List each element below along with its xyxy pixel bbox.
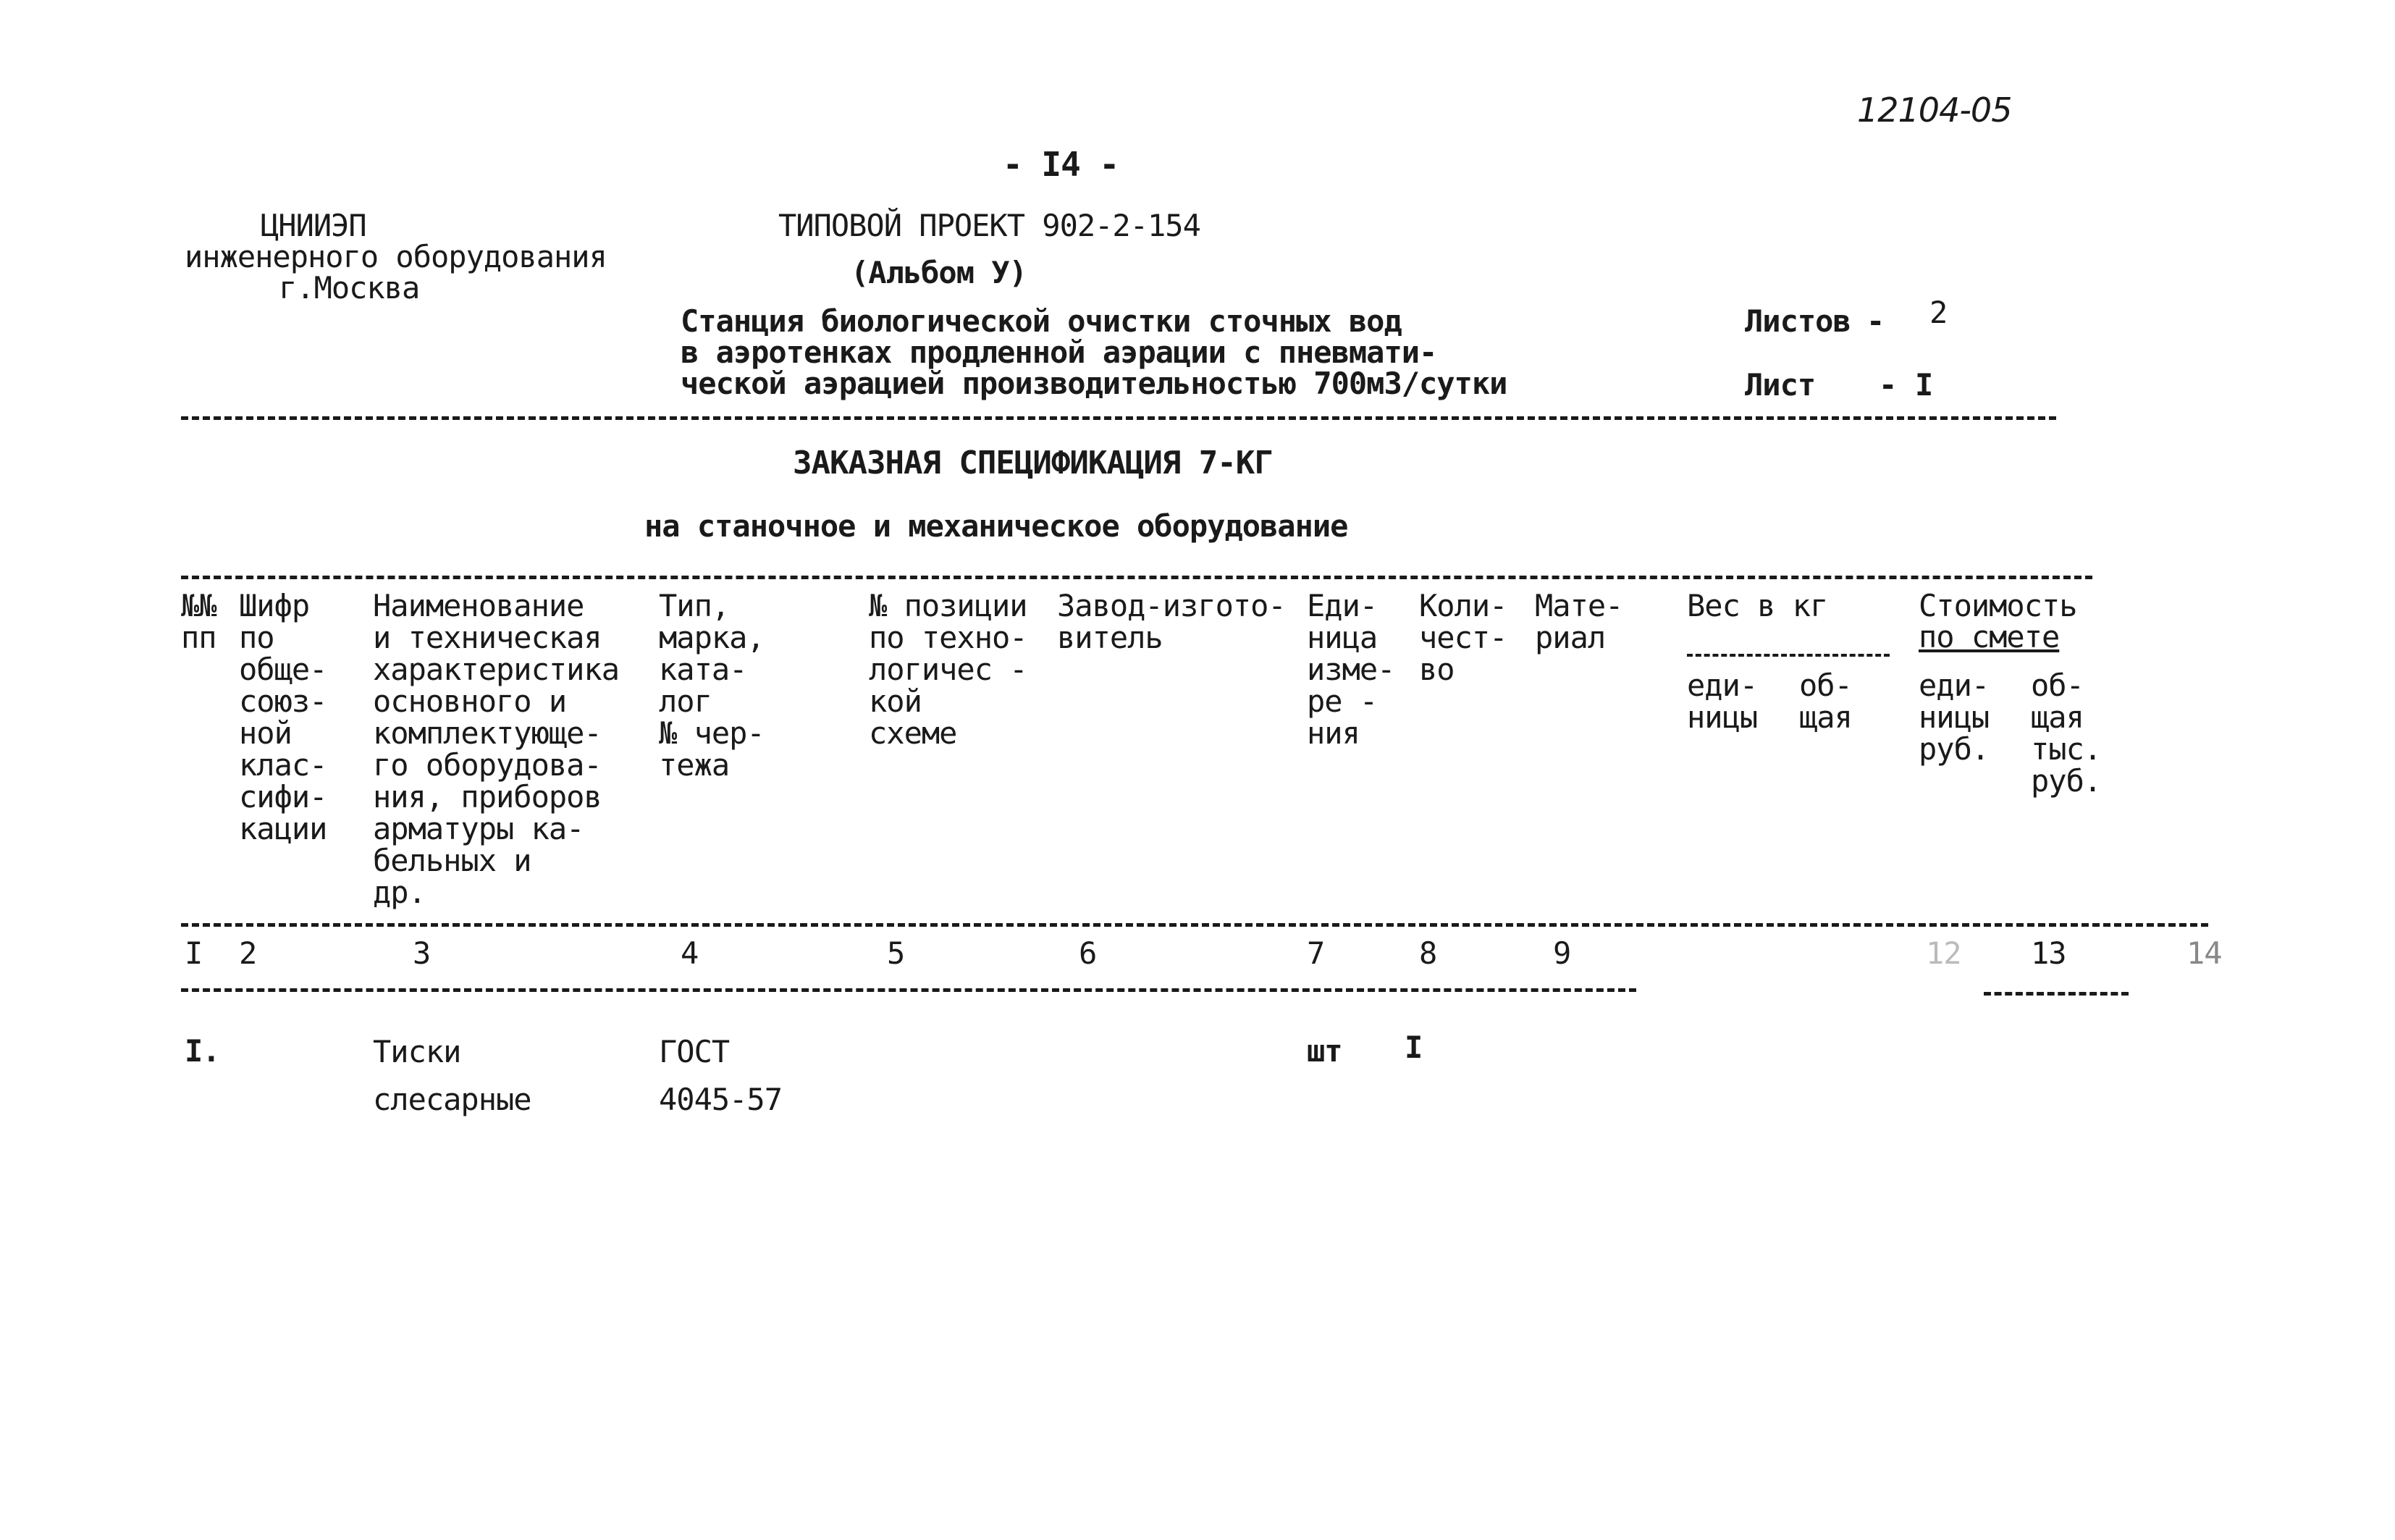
header-col-code: Шифр по обще- союз- ной клас- сифи- кации <box>239 588 327 846</box>
sheets-total-separator: - <box>1866 303 1885 339</box>
sheet-label: Лист <box>1745 367 1816 403</box>
col-number-8: 8 <box>1419 935 1437 971</box>
org-city: г.Москва <box>279 270 420 306</box>
header-weight: Вес в кг <box>1687 588 1828 623</box>
sheets-total-label: Листов <box>1745 303 1851 339</box>
header-cost-unit: еди- ницы руб. <box>1919 668 1990 767</box>
header-cost-total: об- щая тыс. руб. <box>2031 668 2102 799</box>
col-number-7: 7 <box>1307 935 1325 971</box>
header-col-quantity: Коли- чест- во <box>1419 588 1507 687</box>
header-cost-estimate: по смете <box>1919 619 2060 655</box>
column-numbers-bottom-line <box>181 988 1636 992</box>
project-description-line3: ческой аэрацией производительностью 700м3/сутки <box>681 366 1507 401</box>
row-1-name: Тиски слесарные <box>373 1034 531 1117</box>
header-col-material: Мате- риал <box>1535 588 1623 655</box>
col-number-13: 13 <box>2031 935 2066 971</box>
row-1-number: I. <box>185 1033 220 1069</box>
header-weight-total: об- щая <box>1799 668 1852 735</box>
spec-title: ЗАКАЗНАЯ СПЕЦИФИКАЦИЯ 7-КГ <box>793 445 1273 481</box>
project-description-line2: в аэротенках продленной аэрации с пневмати- <box>681 334 1437 370</box>
header-col-name: Наименование и техническая характеристика основного и комплектующе- го оборудова- ния, приборов арматуры ка- бельных и др. <box>373 588 620 910</box>
column-numbers-bottom-line-right <box>1984 992 2129 996</box>
header-col-number: №№ пп <box>181 588 216 655</box>
page-number: - I4 - <box>1003 145 1119 184</box>
header-col-manufacturer: Завод-изгото- витель <box>1057 588 1286 655</box>
sheet-value: I <box>1915 367 1933 403</box>
row-1-type: ГОСТ 4045-57 <box>659 1034 783 1117</box>
org-name: ЦНИИЭП <box>261 208 366 243</box>
col-number-2: 2 <box>239 935 257 971</box>
sheet-separator: - <box>1879 367 1897 403</box>
col-number-4: 4 <box>681 935 699 971</box>
separator-line <box>181 416 2056 420</box>
header-cost: Стоимость <box>1919 588 2077 623</box>
header-col-position: № позиции по техно- логичес - кой схеме <box>869 588 1027 751</box>
header-weight-unit: еди- ницы <box>1687 668 1758 735</box>
project-title: ТИПОВОЙ ПРОЕКТ 902-2-154 <box>778 208 1200 243</box>
row-1-quantity: I <box>1405 1030 1423 1065</box>
row-1-unit: шт <box>1307 1033 1342 1069</box>
document-number: 12104-05 <box>1857 91 2012 130</box>
project-album: (Альбом У) <box>851 255 1027 290</box>
weight-subheader-line <box>1687 654 1890 657</box>
table-top-line <box>181 576 2092 579</box>
col-number-9: 9 <box>1553 935 1571 971</box>
header-col-unit: Еди- ница изме- ре - ния <box>1307 588 1395 751</box>
col-number-3: 3 <box>413 935 431 971</box>
org-department: инженерного оборудования <box>185 239 607 274</box>
col-number-1: I <box>185 935 203 971</box>
project-description-line1: Станция биологической очистки сточных вод <box>681 303 1402 339</box>
col-number-12: 12 <box>1926 935 1961 971</box>
col-number-6: 6 <box>1079 935 1097 971</box>
sheets-total-value: 2 <box>1929 295 1948 330</box>
spec-subtitle: на станочное и механическое оборудование <box>644 508 1348 544</box>
col-number-5: 5 <box>887 935 905 971</box>
header-bottom-line <box>181 923 2208 927</box>
header-col-type: Тип, марка, ката- лог № чер- тежа <box>659 588 765 783</box>
col-number-14: 14 <box>2186 935 2222 971</box>
